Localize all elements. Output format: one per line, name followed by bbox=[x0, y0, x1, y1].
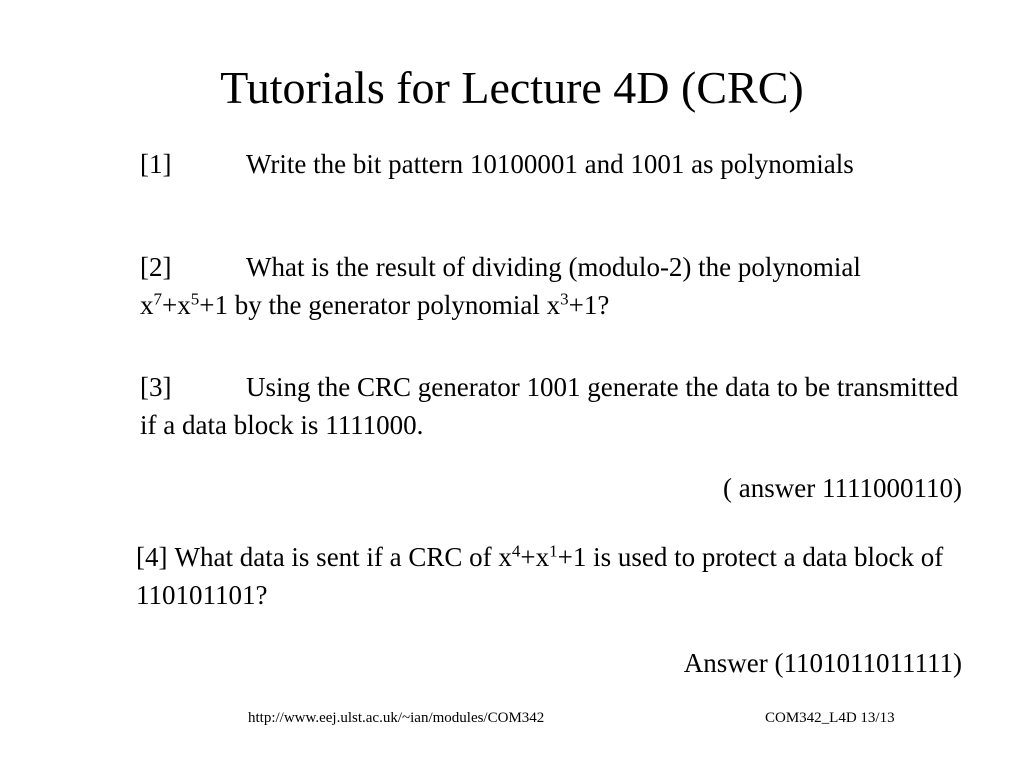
question-2-text-c: +1 by the generator polynomial x bbox=[199, 290, 561, 320]
footer-page-number: COM342_L4D 13/13 bbox=[765, 710, 895, 726]
question-2-text-d: +1? bbox=[568, 290, 610, 320]
footer-url: http://www.eej.ulst.ac.uk/~ian/modules/COM342 bbox=[248, 710, 545, 726]
question-4-text-b: +x bbox=[520, 542, 550, 572]
question-4-exponent-b: 1 bbox=[549, 541, 558, 561]
question-4-number: [4] bbox=[136, 542, 168, 572]
question-1 bbox=[140, 145, 900, 183]
question-3 bbox=[140, 368, 960, 444]
question-3-answer: ( answer 1111000110) bbox=[723, 473, 962, 503]
question-4-exponent-a: 4 bbox=[511, 541, 521, 561]
question-2-exponent-b: 5 bbox=[190, 289, 200, 309]
question-2-text-b: +x bbox=[162, 290, 191, 320]
question-2 bbox=[140, 248, 940, 324]
question-1-text: Write the bit pattern 10100001 and 1001 as polynomials bbox=[246, 149, 854, 179]
question-1-number: [1] bbox=[140, 149, 172, 179]
question-4-text-a: What data is sent if a CRC of x bbox=[174, 542, 512, 572]
question-4 bbox=[136, 538, 966, 614]
slide-title: Tutorials for Lecture 4D (CRC) bbox=[220, 62, 804, 113]
question-2-exponent-c: 3 bbox=[560, 289, 569, 309]
question-4-answer: Answer (1101011011111) bbox=[683, 648, 962, 678]
question-3-text: Using the CRC generator 1001 generate the data to be transmitted if a data block is 1111000. bbox=[140, 372, 959, 440]
question-3-number: [3] bbox=[140, 372, 172, 402]
question-2-exponent-a: 7 bbox=[153, 289, 162, 309]
question-2-text-a: What is the result of dividing (modulo-2) the polynomial x bbox=[140, 252, 861, 320]
question-2-number: [2] bbox=[140, 252, 172, 282]
question-4-text-c: +1 is used to protect a data block of 110101101? bbox=[136, 542, 944, 610]
